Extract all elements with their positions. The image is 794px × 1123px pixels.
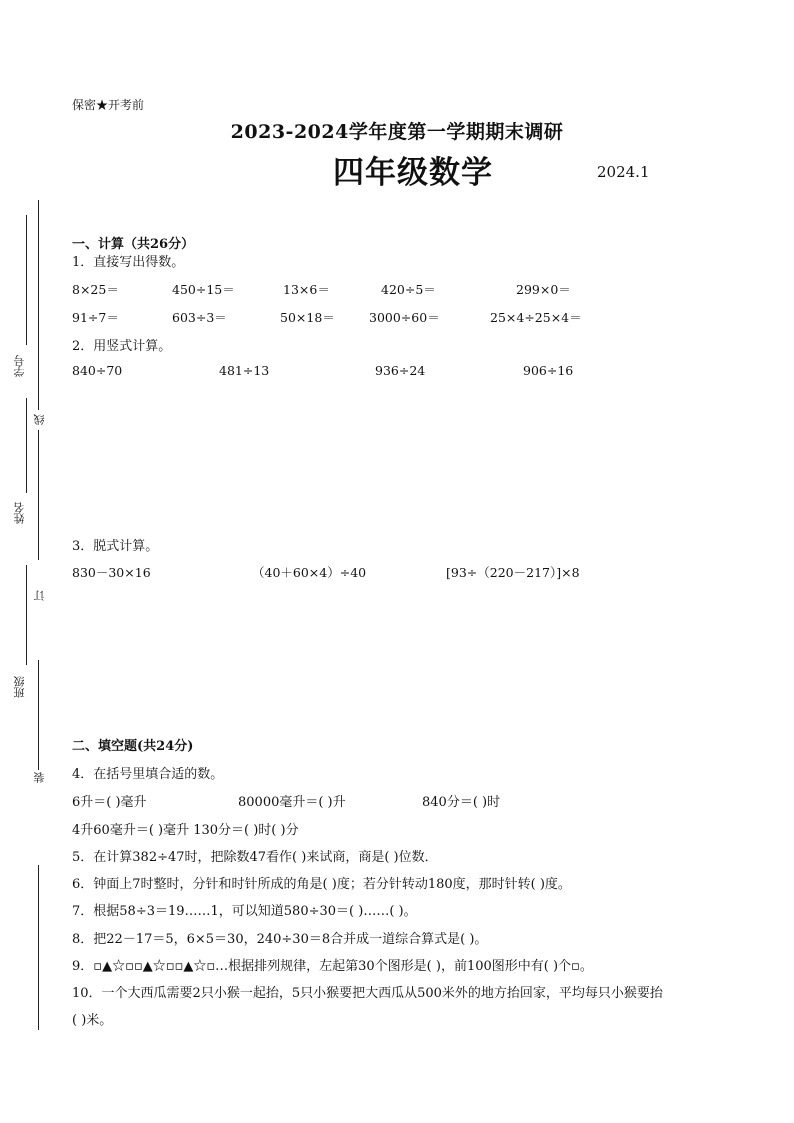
q4-item: 4升60毫升＝( )毫升 130分＝( )时( )分 [72,823,299,838]
q1-item: 50×18＝ [280,310,335,325]
question-8: 8．把22－17＝5，6×5＝30，240÷30＝8合并成一道综合算式是( )。 [72,932,488,947]
question-6: 6．钟面上7时整时，分针和时针所成的角是( )度；若分针转动180度，那时针转( )度。 [72,877,571,892]
question-10-answer: ( )米。 [72,1013,113,1028]
question-2-label: 2．用竖式计算。 [72,339,172,354]
q1-item: 13×6＝ [283,282,330,297]
q1-item: 3000÷60＝ [369,310,440,325]
student-name-label: 姓名 [13,502,26,524]
q3-item: 830－30×16 [72,565,151,580]
q3-item: （40＋60×4）÷40 [252,565,367,580]
binding-field-line-1 [26,215,27,345]
binding-line-3 [38,660,39,770]
q1-item: 299×0＝ [516,282,571,297]
section-2-title: 二、填空题(共24分) [72,739,194,754]
question-9: 9．▫▲☆▫▫▲☆▫▫▲☆▫…根据排列规律，左起第30个图形是( )，前100图形中有( )个▫。 [72,959,593,974]
binding-zhuang-label: 装 [33,772,46,783]
subject-title: 四年级数学 [333,155,493,191]
binding-xian-label: 线 [33,414,46,425]
student-number-label: 学号 [13,355,26,377]
exam-title: 2023-2024学年度第一学期期末调研 [230,121,564,143]
binding-field-line-2 [26,398,27,493]
question-7: 7．根据58÷3＝19……1，可以知道580÷30＝( )……( )。 [72,904,417,919]
q2-item: 840÷70 [72,363,123,378]
q3-item: [93÷（220－217）]×8 [446,565,580,580]
question-4-label: 4．在括号里填合适的数。 [72,767,224,782]
binding-line-4 [38,865,39,1030]
question-10: 10．一个大西瓜需要2只小猴一起抬，5只小猴要把大西瓜从500米外的地方抬回家，平均每只小猴要抬 [72,986,663,1001]
q2-item: 906÷16 [523,363,574,378]
question-3-label: 3．脱式计算。 [72,539,159,554]
q2-item: 936÷24 [375,363,426,378]
q1-item: 603÷3＝ [172,310,227,325]
q1-item: 91÷7＝ [72,310,119,325]
section-1-title: 一、计算（共26分） [72,237,195,252]
q1-item: 8×25＝ [72,282,119,297]
binding-line-1 [38,200,39,410]
binding-line-2 [38,430,39,560]
confidential-label: 保密★开考前 [72,98,145,112]
q1-item: 450÷15＝ [172,282,235,297]
q4-item: 80000毫升＝( )升 [238,795,346,810]
binding-ding-label: 订 [33,590,46,601]
binding-field-line-3 [26,565,27,665]
q1-item: 25×4÷25×4＝ [490,310,582,325]
q4-item: 6升＝( )毫升 [72,795,147,810]
question-1-label: 1．直接写出得数。 [72,255,185,270]
question-5: 5．在计算382÷47时，把除数47看作( )来试商，商是( )位数． [72,850,438,865]
exam-date: 2024.1 [597,163,650,181]
q2-item: 481÷13 [219,363,270,378]
q4-item: 840分＝( )时 [422,795,501,810]
q1-item: 420÷5＝ [381,282,436,297]
class-label: 班级 [13,676,26,698]
